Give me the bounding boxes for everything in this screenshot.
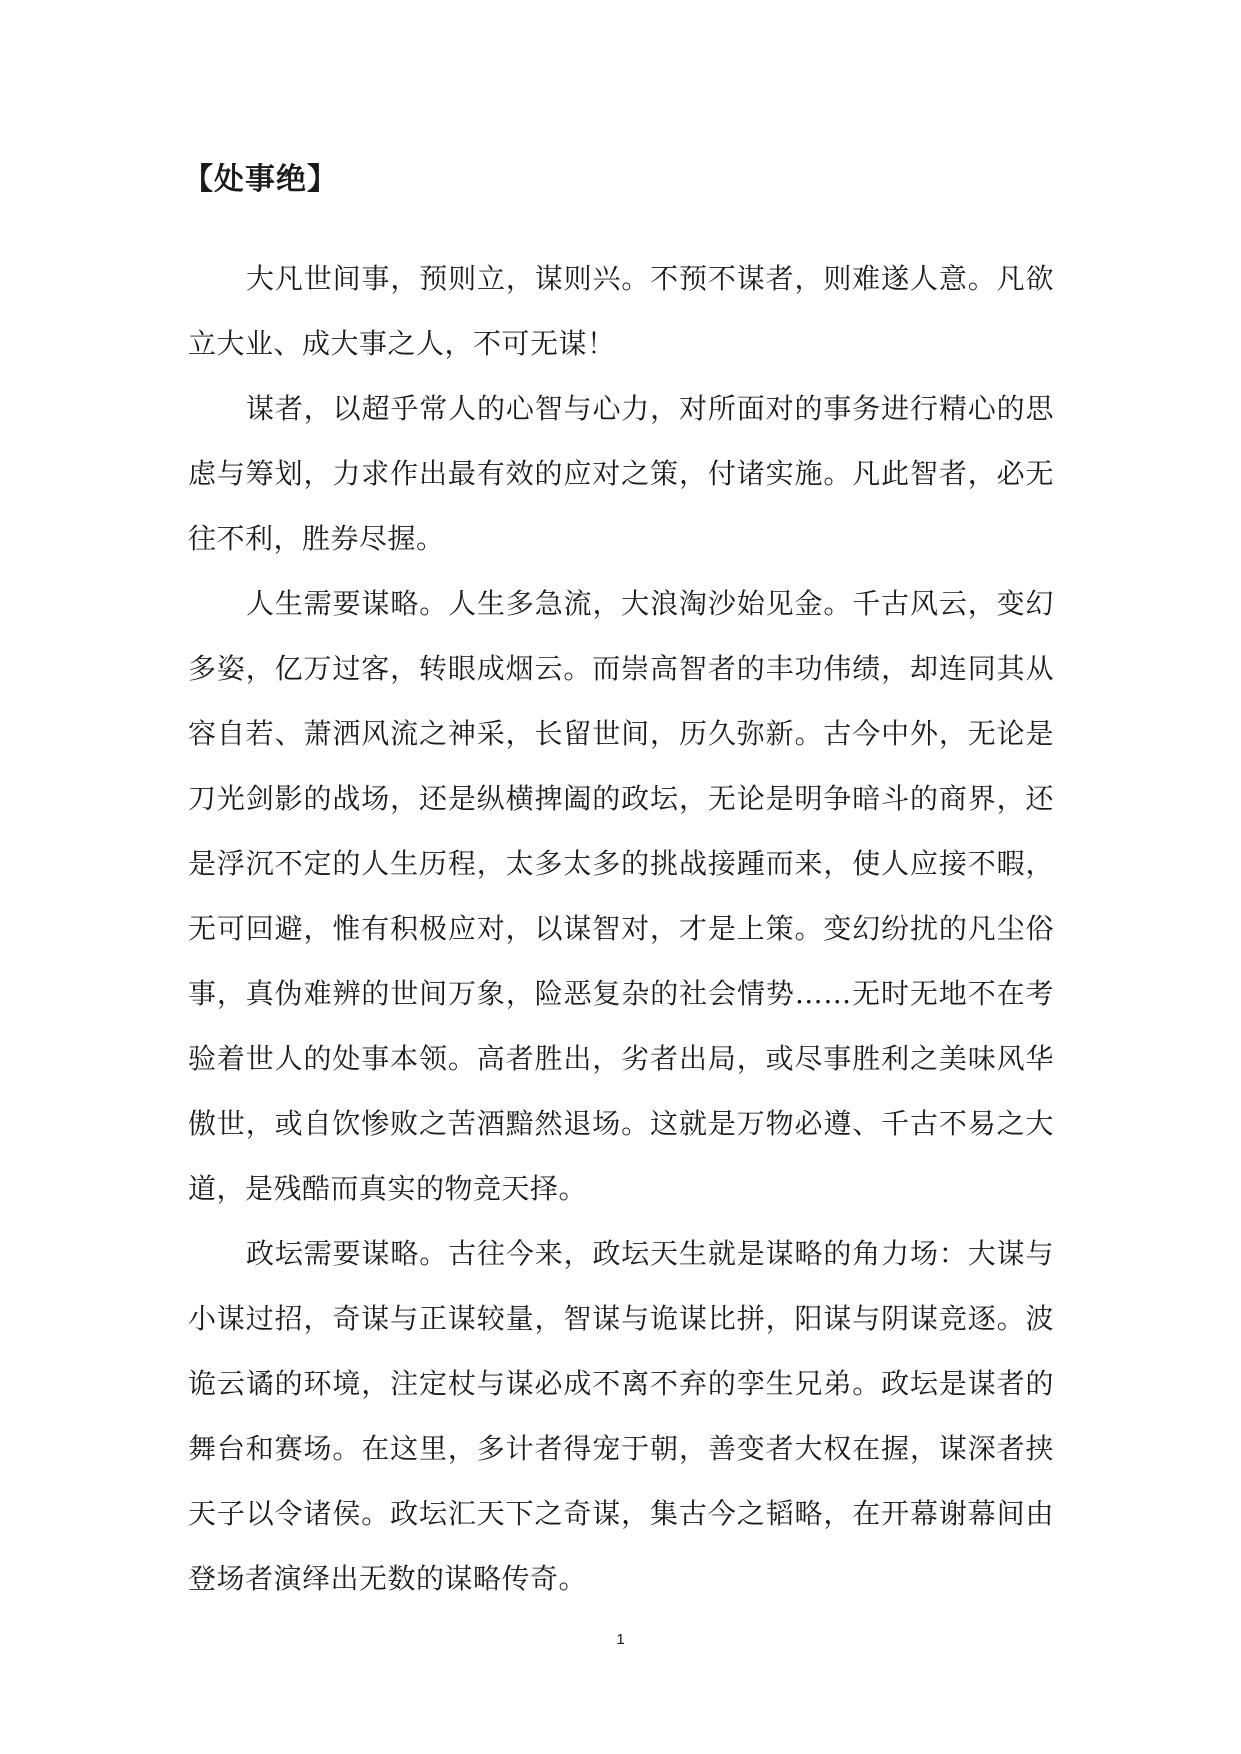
document-title: 【处事绝】	[183, 162, 338, 197]
paragraph: 政坛需要谋略。古往今来，政坛天生就是谋略的角力场：大谋与小谋过招，奇谋与正谋较量，智谋与诡谋比拼，阳谋与阴谋竞逐。波诡云谲的环境，注定杖与谋必成不离不弃的孪生兄弟。政坛是谋者的舞台和赛场。在这里，多计者得宠于朝，善变者大权在握，谋深者挟天子以令诸侯。政坛汇天下之奇谋，集古今之韬略，在开幕谢幕间由登场者演绎出无数的谋略传奇。	[188, 1237, 1054, 1595]
page-number: 1	[616, 1631, 625, 1648]
paragraph: 大凡世间事，预则立，谋则兴。不预不谋者，则难遂人意。凡欲立大业、成大事之人，不可无谋！	[188, 262, 1054, 360]
document-body	[188, 246, 1054, 1611]
paragraph: 人生需要谋略。人生多急流，大浪淘沙始见金。千古风云，变幻多姿，亿万过客，转眼成烟云。而崇高智者的丰功伟绩，却连同其从容自若、萧洒风流之神采，长留世间，历久弥新。古今中外，无论是刀光剑影的战场，还是纵横捭阖的政坛，无论是明争暗斗的商界，还是浮沉不定的人生历程，太多太多的挑战接踵而来，使人应接不暇，无可回避，惟有积极应对，以谋智对，才是上策。变幻纷扰的凡尘俗事，真伪难辨的世间万象，险恶复杂的社会情势……无时无地不在考验着世人的处事本领。高者胜出，劣者出局，或尽事胜利之美味风华傲世，或自饮惨败之苦酒黯然退场。这就是万物必遵、千古不易之大道，是残酷而真实的物竞天择。	[188, 587, 1054, 1205]
paragraph: 谋者，以超乎常人的心智与心力，对所面对的事务进行精心的思虑与筹划，力求作出最有效的应对之策，付诸实施。凡此智者，必无往不利，胜券尽握。	[188, 392, 1054, 555]
